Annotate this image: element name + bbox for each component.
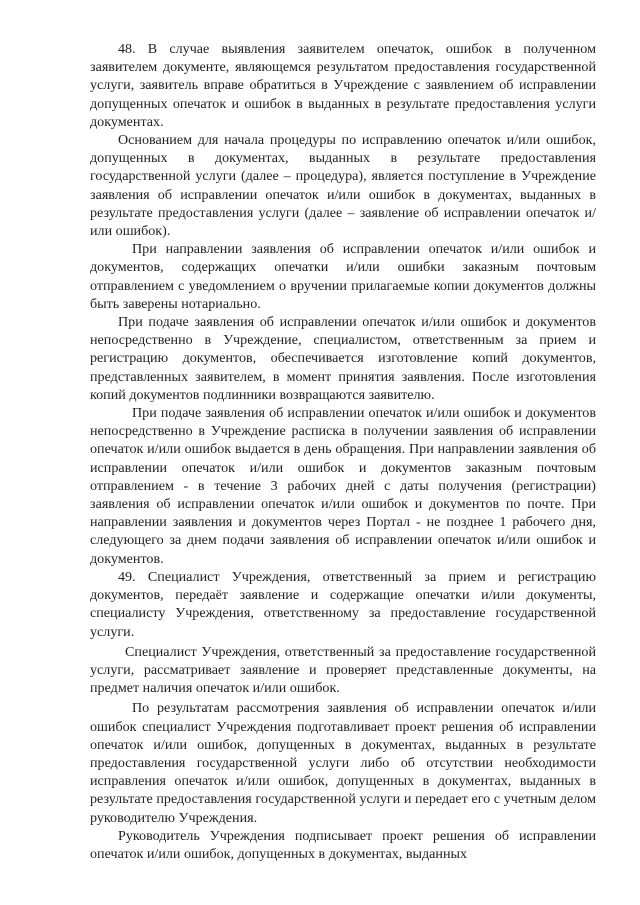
paragraph-postal-submission: При направлении заявления об исправлении опечаток и/или ошибок и документов, содержащих опечатки и/или ошибки заказным почтовым отправлением с уведомлением о вручении прилагаемые копии документов должны быть заверены нотариально. (90, 241, 596, 312)
paragraph-receipt: При подаче заявления об исправлении опечаток и/или ошибок и документов непосредственно в Учреждение расписка в получении заявления об исправлении опечаток и/или ошибок выдается в день обращения. При направлении заявления об исправлении опечаток и/или ошибок и документов заказным почтовым отправлением - в течение 3 рабочих дней с даты получения (регистрации) заявления об исправлении опечаток и/или ошибок и документов по почте. При направлении заявления и документов через Портал - не позднее 1 рабочего дня, следующего за днем подачи заявления об исправлении опечаток и/или ошибок и документов. (90, 405, 596, 567)
paragraph-49: 49. Специалист Учреждения, ответственный за прием и регистрацию документов, передаёт заявление и содержащие опечатки и/или документы, специалисту Учреждения, ответственному за предоставление государственной услуги. (90, 568, 596, 640)
paragraph-48: 48. В случае выявления заявителем опечаток, ошибок в полученном заявителем документе, являющемся результатом предоставления государственной услуги, заявитель вправе обратиться в Учреждение с заявлением об исправлении допущенных опечаток и ошибок в выданных в результате предоставления услуги документах. (90, 41, 596, 130)
document-page (90, 40, 596, 863)
paragraph-specialist-review: Специалист Учреждения, ответственный за предоставление государственной услуги, рассматривает заявление и проверяет представленные документы, на предмет наличия опечаток и/или ошибок. (90, 643, 596, 697)
paragraph-direct-submission: При подаче заявления об исправлении опечаток и/или ошибок и документов непосредственно в Учреждение, специалистом, ответственным за прием и регистрацию документов, обеспечивается изготовление копий документов, представленных заявителем, в момент принятия заявления. После изготовления копий документов подлинники возвращаются заявителю. (90, 314, 596, 403)
paragraph-procedure-basis: Основанием для начала процедуры по исправлению опечаток и/или ошибок, допущенных в документах, выданных в результате предоставления государственной услуги (далее – процедура), является поступление в Учреждение заявления об исправлении опечаток и/или ошибок в документах, выданных в результате предоставления услуги (далее – заявление об исправлении опечаток и/или ошибок). (90, 132, 596, 240)
paragraph-review-result: По результатам рассмотрения заявления об исправлении опечаток и/или ошибок специалист Учреждения подготавливает проект решения об исправлении опечаток и/или ошибок, допущенных в документах, выданных в результате предоставления государственной услуги либо об отсутствии необходимости исправления опечаток и/или ошибок, допущенных в документах, выданных в результате предоставления государственной услуги и передает его с учетным делом руководителю Учреждения. (90, 700, 596, 826)
paragraph-head-signs: Руководитель Учреждения подписывает проект решения об исправлении опечаток и/или ошибок, допущенных в документах, выданных (90, 827, 596, 862)
